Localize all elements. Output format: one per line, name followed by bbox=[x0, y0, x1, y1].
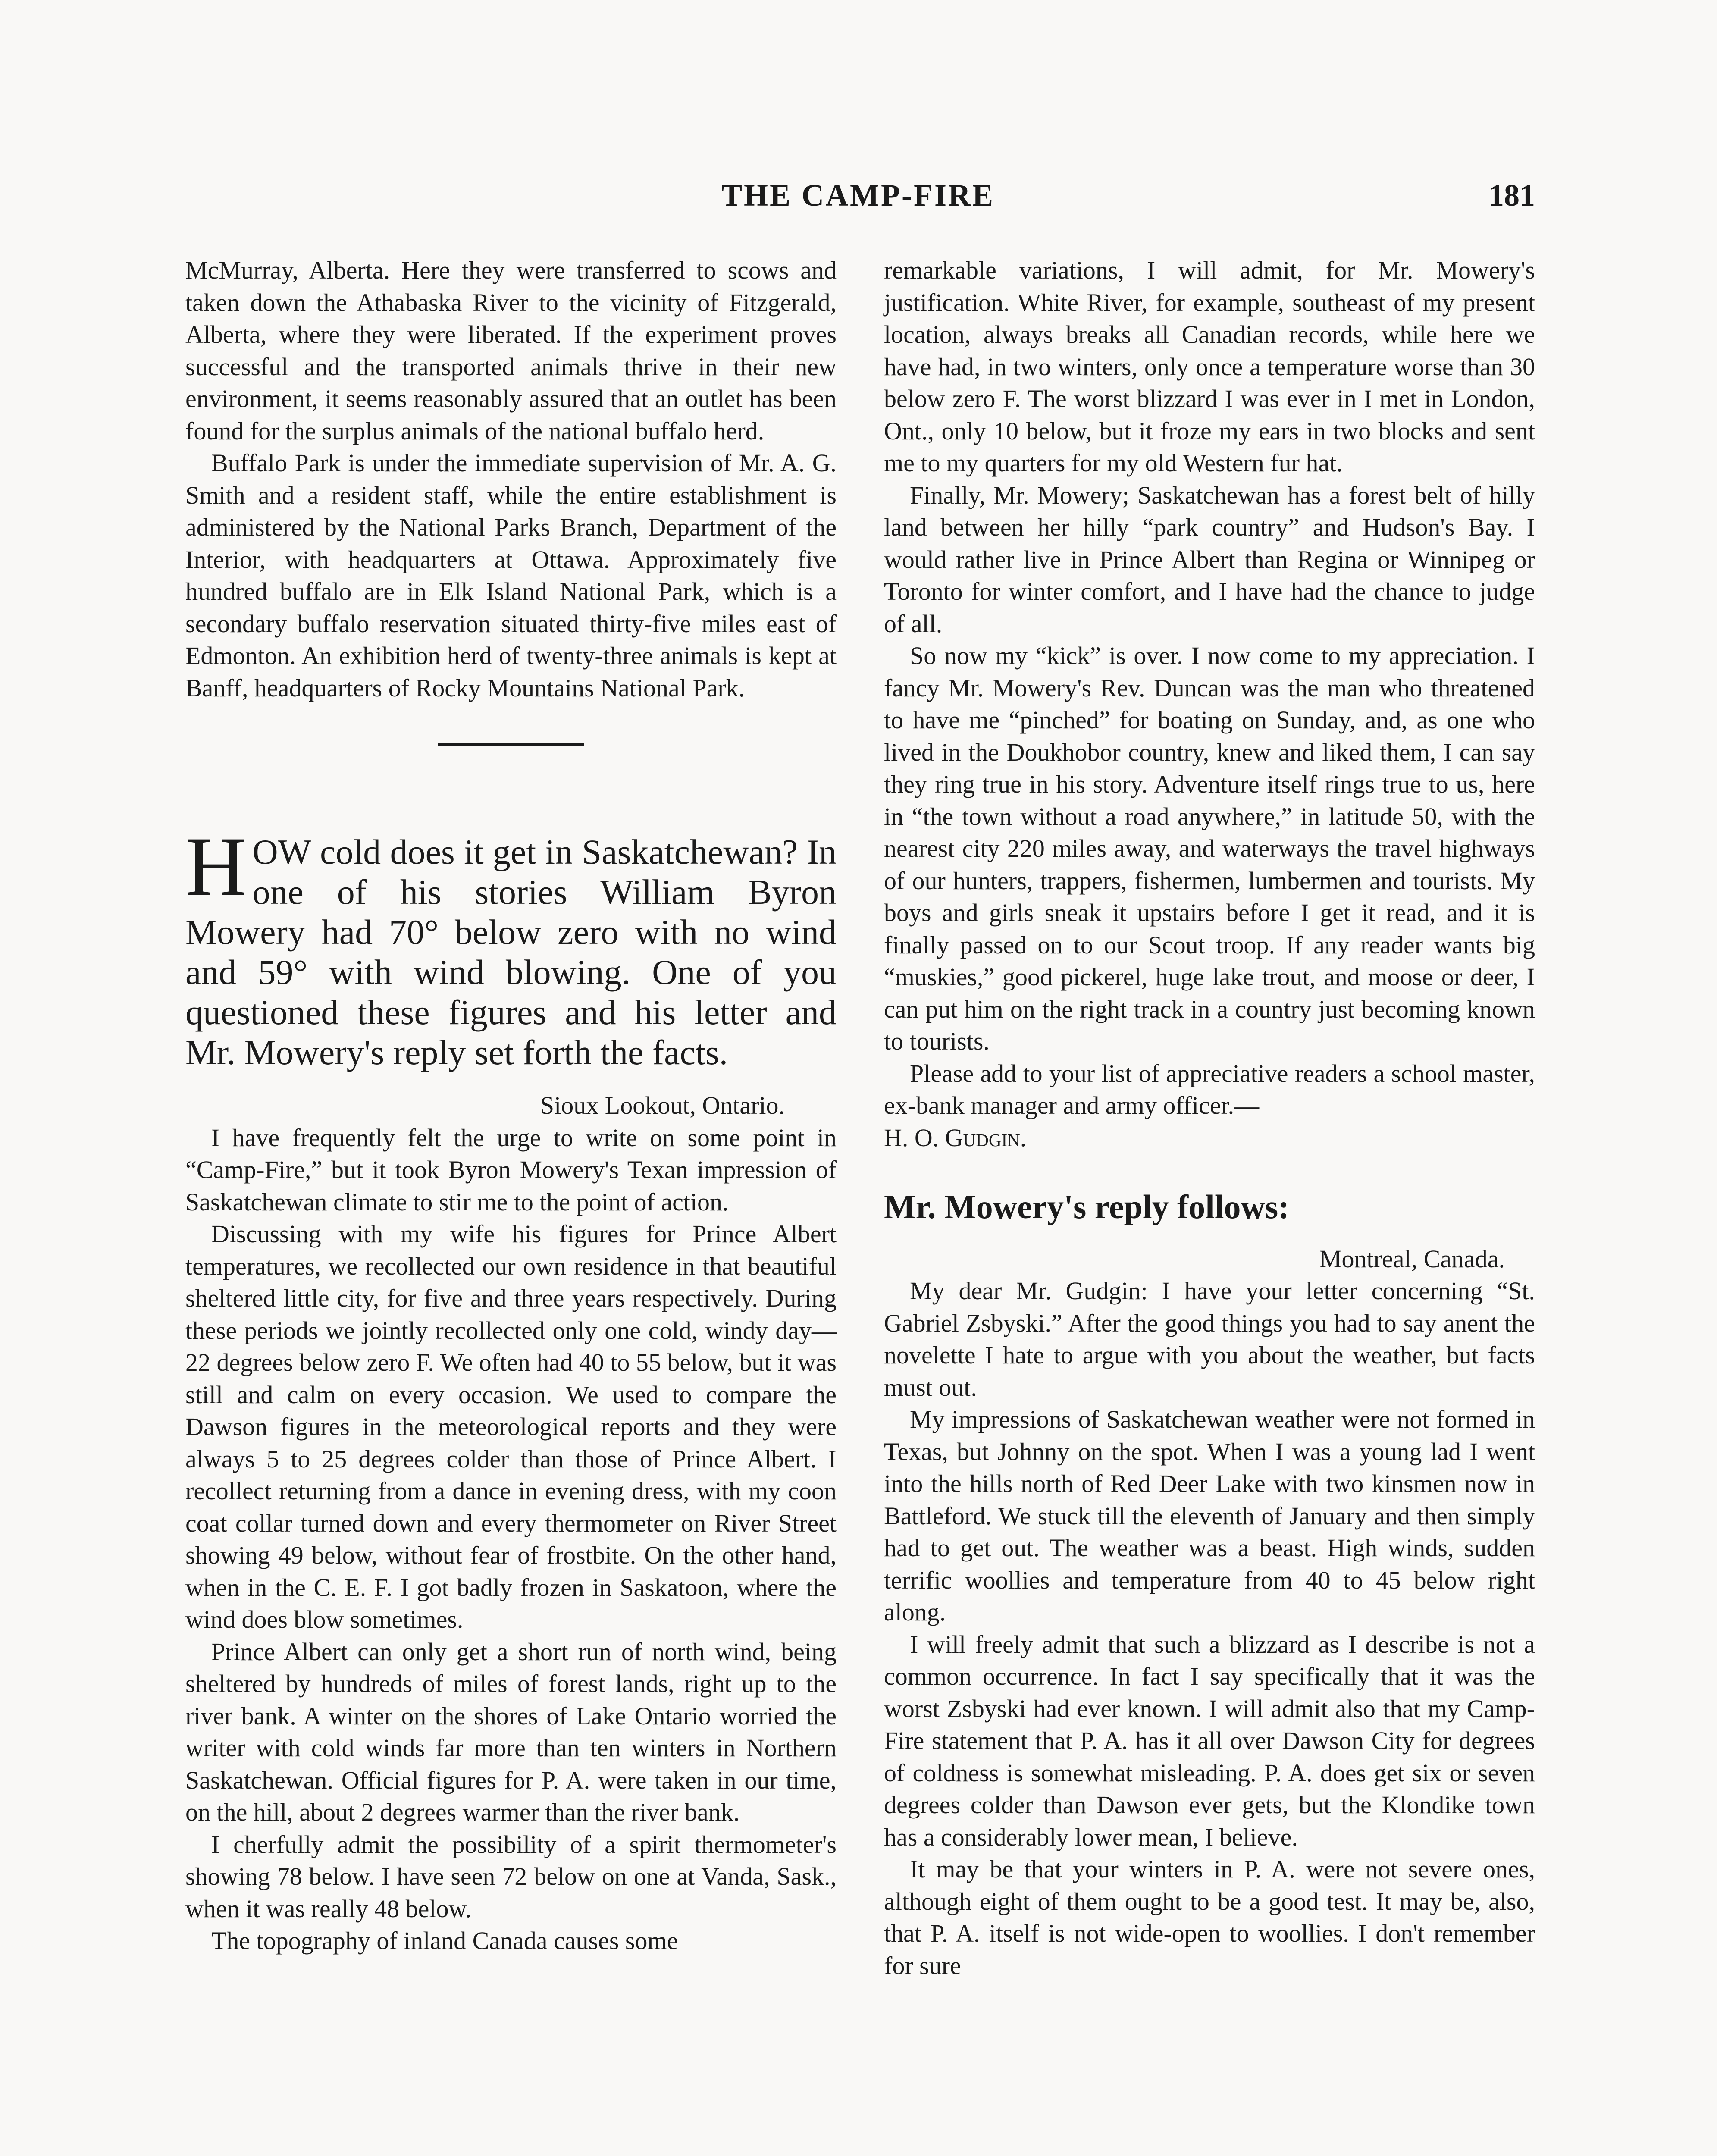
intro-paragraph bbox=[185, 820, 837, 1072]
letter-place: Sioux Lookout, Ontario. bbox=[540, 1091, 785, 1119]
letter-paragraph: Discussing with my wife his figures for Prince Albert temperatures, we recollected our own residence in that beautiful sheltered little city, for five and three years respectively. During these periods we jointly recollected only one cold, windy day—22 degrees below zero F. We often had 40 to 55 below, but it was still and calm on every occasion. We used to compare the Dawson figures in the meteorological reports and they were always 5 to 25 degrees colder than those of Prince Albert. I recollect returning from a dance in evening dress, with my coon coat collar turned down and every thermometer on River Street showing 49 below, without fear of frostbite. On the other hand, when in the C. E. F. I got badly frozen in Saskatoon, where the wind does blow sometimes. bbox=[185, 1220, 837, 1633]
reply-heading: Mr. Mowery's reply follows: bbox=[884, 1188, 1290, 1225]
letter-paragraph: Please add to your list of appreciative readers a school master, ex-bank manager and army officer.— bbox=[884, 1059, 1535, 1119]
article-paragraph: Buffalo Park is under the immediate supervision of Mr. A. G. Smith and a resident staff, while the entire establishment is administered by the National Parks Branch, Department of the Interior, with headquarters at Ottawa. Approximately five hundred buffalo are in Elk Island National Park, which is a secondary buffalo reservation situated thirty-five miles east of Edmonton. An exhibition herd of twenty-three animals is kept at Banff, headquarters of Rocky Mountains National Park. bbox=[185, 449, 837, 702]
intro-text: OW cold does it get in Saskatchewan? In one of his stories William Byron Mowery had 70° below zero with no wind and 59° with wind blowing. One of you questioned these figures and his letter and Mr. Mowery's reply set forth the facts. bbox=[185, 832, 837, 1072]
left-column bbox=[185, 254, 837, 1957]
page-number: 181 bbox=[1488, 178, 1535, 213]
reply-paragraph: It may be that your winters in P. A. were not severe ones, although eight of them ought to be a good test. It may be, also, that P. A. itself is not wide-open to woollies. I don't remember for sure bbox=[884, 1855, 1535, 1980]
reply-place: Montreal, Canada. bbox=[1319, 1244, 1505, 1273]
drop-cap: H bbox=[185, 820, 247, 913]
letter-paragraph: Finally, Mr. Mowery; Saskatchewan has a forest belt of hilly land between her hilly “park country” and Hudson's Bay. I would rather live in Prince Albert than Regina or Winnipeg or Toronto for winter comfort, and I have had the chance to judge of all. bbox=[884, 481, 1535, 638]
letter-paragraph: Prince Albert can only get a short run of north wind, being sheltered by hundreds of miles of forest lands, right up to the river bank. A winter on the shores of Lake Ontario worried the writer with cold winds far more than ten winters in Northern Saskatchewan. Official figures for P. A. were taken in our time, on the hill, about 2 degrees warmer than the river bank. bbox=[185, 1637, 837, 1826]
page-title: THE CAMP-FIRE bbox=[721, 178, 995, 213]
letter-paragraph: I cherfully admit the possibility of a spirit thermometer's showing 78 below. I have seen 72 below on one at Vanda, Sask., when it was really 48 below. bbox=[185, 1830, 837, 1923]
letter-paragraph: remarkable variations, I will admit, for Mr. Mowery's justification. White River, for example, southeast of my present location, always breaks all Canadian records, while here we have had, in two winters, only once a temperature worse than 30 below zero F. The worst blizzard I was ever in I met in London, Ont., only 10 below, but it froze my ears in two blocks and sent me to my quarters for my old Western fur hat. bbox=[884, 256, 1535, 477]
right-column bbox=[884, 254, 1535, 1982]
reply-paragraph: I will freely admit that such a blizzard as I describe is not a common occurrence. In fact I say specifically that it was the worst Zsbyski had ever known. I will admit also that my Camp-Fire statement that P. A. has it all over Dawson City for degrees of coldness is somewhat misleading. P. A. does get six or seven degrees colder than Dawson ever gets, but the Klondike town has a considerably lower mean, I believe. bbox=[884, 1630, 1535, 1851]
letter-signature: H. O. Gudgin. bbox=[884, 1123, 1027, 1152]
letter-paragraph: So now my “kick” is over. I now come to my appreciation. I fancy Mr. Mowery's Rev. Duncan was the man who threatened to have me “pinched” for boating on Sunday, and, as one who lived in the Doukhobor country, knew and liked them, I can say they ring true in his story. Adventure itself rings true to us, here in “the town without a road anywhere,” in latitude 50, with the nearest city 220 miles away, and waterways the travel highways of our hunters, trappers, fishermen, lumbermen and tourists. My boys and girls sneak it upstairs before I get it read, and it is finally passed on to our Scout troop. If any reader wants big “muskies,” good pickerel, huge lake trout, and moose or deer, I can put him on the right track in a country just becoming known to tourists. bbox=[884, 642, 1535, 1055]
running-header bbox=[181, 168, 1535, 220]
reply-paragraph: My dear Mr. Gudgin: I have your letter concerning “St. Gabriel Zsbyski.” After the good things you had to say anent the novelette I hate to argue with you about the weather, but facts must out. bbox=[884, 1277, 1535, 1401]
section-divider bbox=[438, 743, 584, 746]
article-paragraph: McMurray, Alberta. Here they were transferred to scows and taken down the Athabaska River to the vicinity of Fitzgerald, Alberta, where they were liberated. If the experiment proves successful and the transported animals thrive in their new environment, it seems reasonably assured that an outlet has been found for the surplus animals of the national buffalo herd. bbox=[185, 256, 837, 445]
reply-paragraph: My impressions of Saskatchewan weather were not formed in Texas, but Johnny on the spot. When I was a young lad I went into the hills north of Red Deer Lake with two kinsmen now in Battleford. We stuck till the eleventh of January and then simply had to get out. The weather was a beast. High winds, sudden terrific woollies and temperature from 40 to 45 below right along. bbox=[884, 1405, 1535, 1626]
letter-paragraph: The topography of inland Canada causes some bbox=[211, 1927, 678, 1955]
letter-paragraph: I have frequently felt the urge to write on some point in “Camp-Fire,” but it took Byron Mowery's Texan impression of Saskatchewan climate to stir me to the point of action. bbox=[185, 1123, 837, 1216]
